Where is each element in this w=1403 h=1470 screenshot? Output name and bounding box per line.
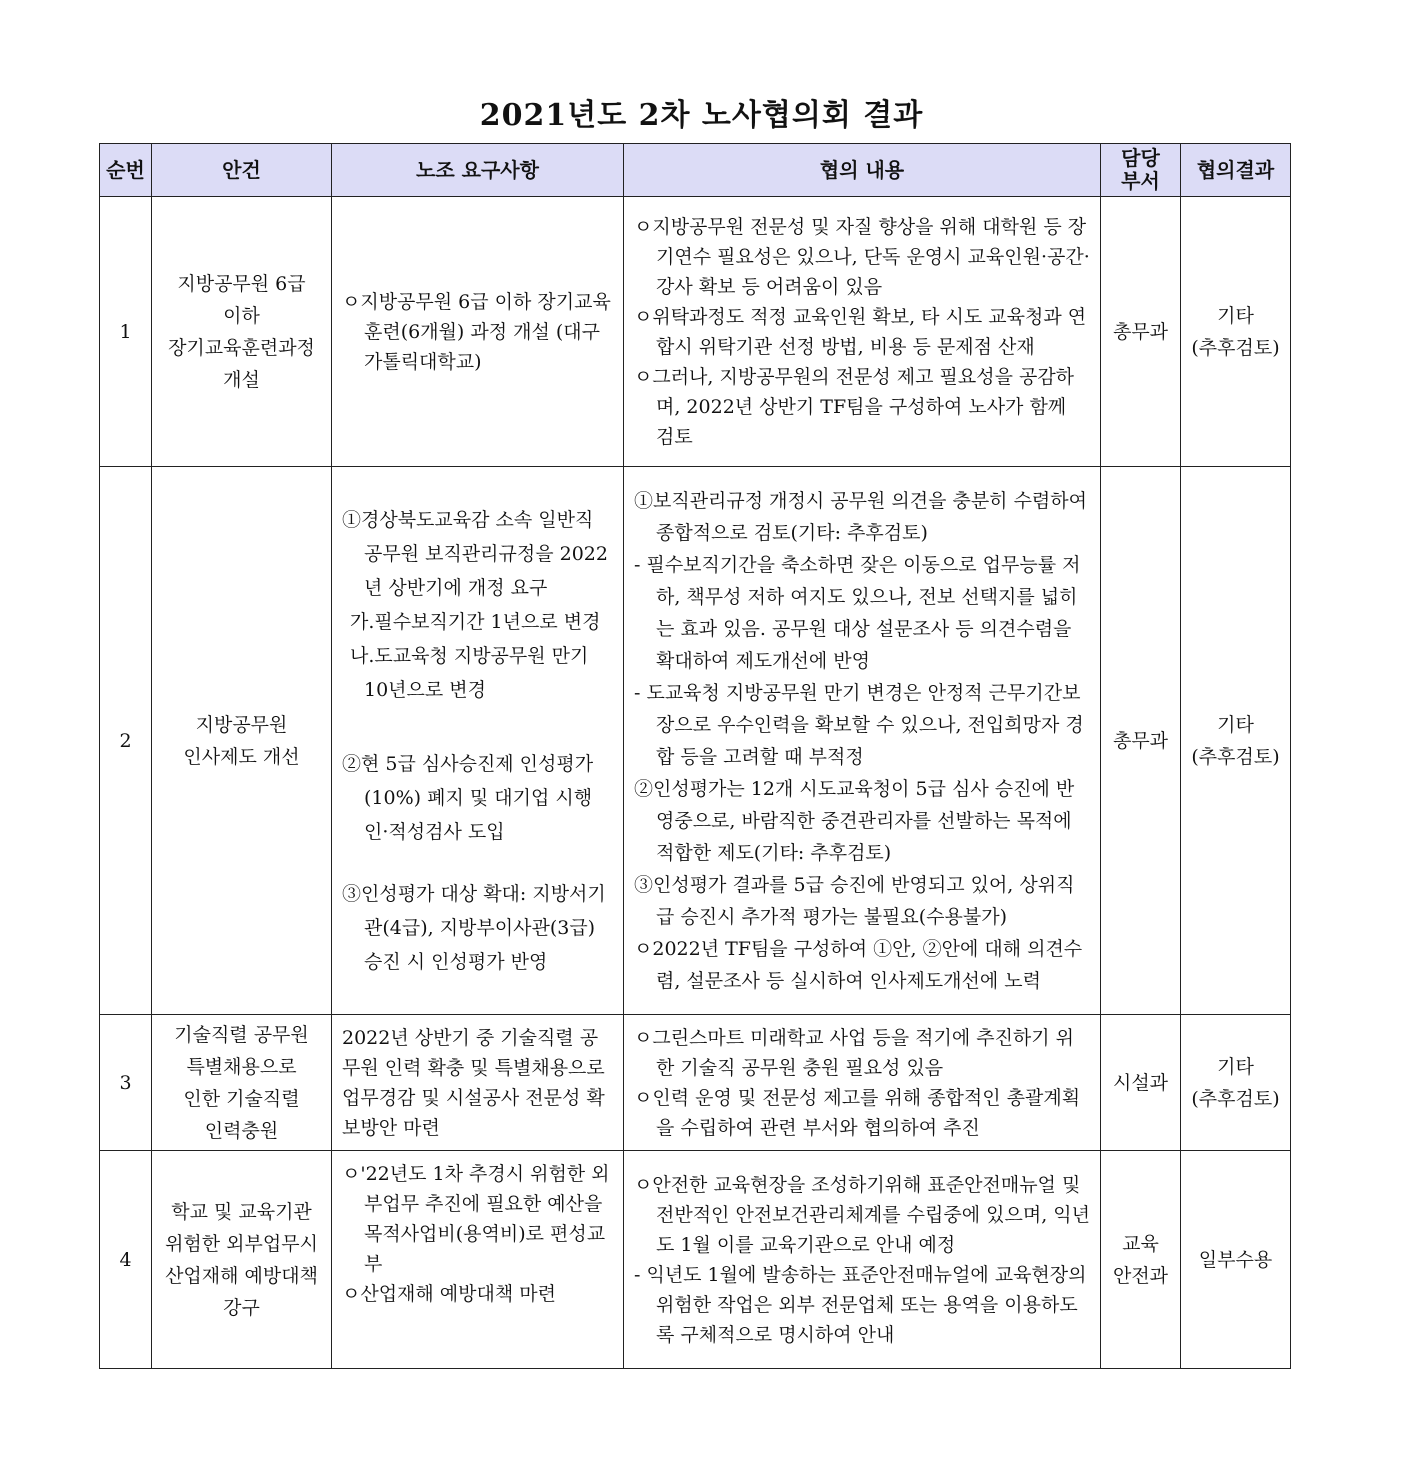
table-row xyxy=(100,1151,1291,1369)
table-row xyxy=(100,467,1291,1015)
row-dept: 총무과 xyxy=(1101,467,1181,1015)
row-result: 일부수용 xyxy=(1181,1151,1291,1369)
results-table xyxy=(99,143,1291,1369)
row-demand: 2022년 상반기 중 기술직렬 공무원 인력 확충 및 특별채용으로 업무경감 및 시설공사 전문성 확보방안 마련 xyxy=(332,1015,624,1151)
table-row xyxy=(100,1015,1291,1151)
row-result: 기타 (추후검토) xyxy=(1181,1015,1291,1151)
row-no: 2 xyxy=(100,467,152,1015)
row-content: ㅇ지방공무원 전문성 및 자질 향상을 위해 대학원 등 장기연수 필요성은 있으나, 단독 운영시 교육인원·공간·강사 확보 등 어려움이 있음 ㅇ위탁과정도 적정 교육인원 확보, 타 시도 교육청과 연합시 위탁기관 선정 방법, 비용 등 문제점 산재 ㅇ그러나, 지방공무원의 전문성 제고 필요성을 공감하며, 2022년 상반기 TF팀을 구성하여 노사가 함께 검토 xyxy=(624,197,1101,467)
row-dept: 교육 안전과 xyxy=(1101,1151,1181,1369)
row-demand: ㅇ지방공무원 6급 이하 장기교육 훈련(6개월) 과정 개설 (대구가톨릭대학교) xyxy=(332,197,624,467)
header-content: 협의 내용 xyxy=(624,144,1101,197)
header-result: 협의결과 xyxy=(1181,144,1291,197)
row-dept: 총무과 xyxy=(1101,197,1181,467)
header-demand: 노조 요구사항 xyxy=(332,144,624,197)
row-no: 1 xyxy=(100,197,152,467)
row-content: ①보직관리규정 개정시 공무원 의견을 충분히 수렴하여 종합적으로 검토(기타: 추후검토) - 필수보직기간을 축소하면 잦은 이동으로 업무능률 저하, 책무성 저하 여지도 있으나, 전보 선택지를 넓히는 효과 있음. 공무원 대상 설문조사 등 의견수렴을 확대하여 제도개선에 반영 - 도교육청 지방공무원 만기 변경은 안정적 근무기간보장으로 우수인력을 확보할 수 있으나, 전입희망자 경합 등을 고려할 때 부적정 ②인성평가는 12개 시도교육청이 5급 심사 승진에 반영중으로, 바람직한 중견관리자를 선발하는 목적에 적합한 제도(기타: 추후검토) ③인성평가 결과를 5급 승진에 반영되고 있어, 상위직급 승진시 추가적 평가는 불필요(수용불가) ㅇ2022년 TF팀을 구성하여 ①안, ②안에 대해 의견수렴, 설문조사 등 실시하여 인사제도개선에 노력 xyxy=(624,467,1101,1015)
header-dept: 담당 부서 xyxy=(1101,144,1181,197)
row-no: 3 xyxy=(100,1015,152,1151)
row-agenda: 지방공무원 6급 이하 장기교육훈련과정 개설 xyxy=(152,197,332,467)
row-content: ㅇ안전한 교육현장을 조성하기위해 표준안전매뉴얼 및 전반적인 안전보건관리체계를 수립중에 있으며, 익년도 1월 이를 교육기관으로 안내 예정 - 익년도 1월에 발송하는 표준안전매뉴얼에 교육현장의 위험한 작업은 외부 전문업체 또는 용역을 이용하도록 구체적으로 명시하여 안내 xyxy=(624,1151,1101,1369)
row-result: 기타 (추후검토) xyxy=(1181,197,1291,467)
row-agenda: 지방공무원 인사제도 개선 xyxy=(152,467,332,1015)
row-demand: ①경상북도교육감 소속 일반직 공무원 보직관리규정을 2022년 상반기에 개정 요구 가.필수보직기간 1년으로 변경 나.도교육청 지방공무원 만기 10년으로 변경 ②현 5급 심사승진제 인성평가(10%) 폐지 및 대기업 시행 인·적성검사 도입 ③인성평가 대상 확대: 지방서기관(4급), 지방부이사관(3급) 승진 시 인성평가 반영 xyxy=(332,467,624,1015)
row-content: ㅇ그린스마트 미래학교 사업 등을 적기에 추진하기 위한 기술직 공무원 충원 필요성 있음 ㅇ인력 운영 및 전문성 제고를 위해 종합적인 총괄계획을 수립하여 관련 부서와 협의하여 추진 xyxy=(624,1015,1101,1151)
header-agenda: 안건 xyxy=(152,144,332,197)
row-no: 4 xyxy=(100,1151,152,1369)
row-result: 기타 (추후검토) xyxy=(1181,467,1291,1015)
row-agenda: 기술직렬 공무원 특별채용으로 인한 기술직렬 인력충원 xyxy=(152,1015,332,1151)
document-title: 2021년도 2차 노사협의회 결과 xyxy=(479,98,924,133)
row-dept: 시설과 xyxy=(1101,1015,1181,1151)
header-no: 순번 xyxy=(100,144,152,197)
row-demand: ㅇ'22년도 1차 추경시 위험한 외부업무 추진에 필요한 예산을 목적사업비(용역비)로 편성교부 ㅇ산업재해 예방대책 마련 xyxy=(332,1151,624,1369)
header-row xyxy=(100,144,1291,197)
table-row xyxy=(100,197,1291,467)
row-agenda: 학교 및 교육기관 위험한 외부업무시 산업재해 예방대책 강구 xyxy=(152,1151,332,1369)
